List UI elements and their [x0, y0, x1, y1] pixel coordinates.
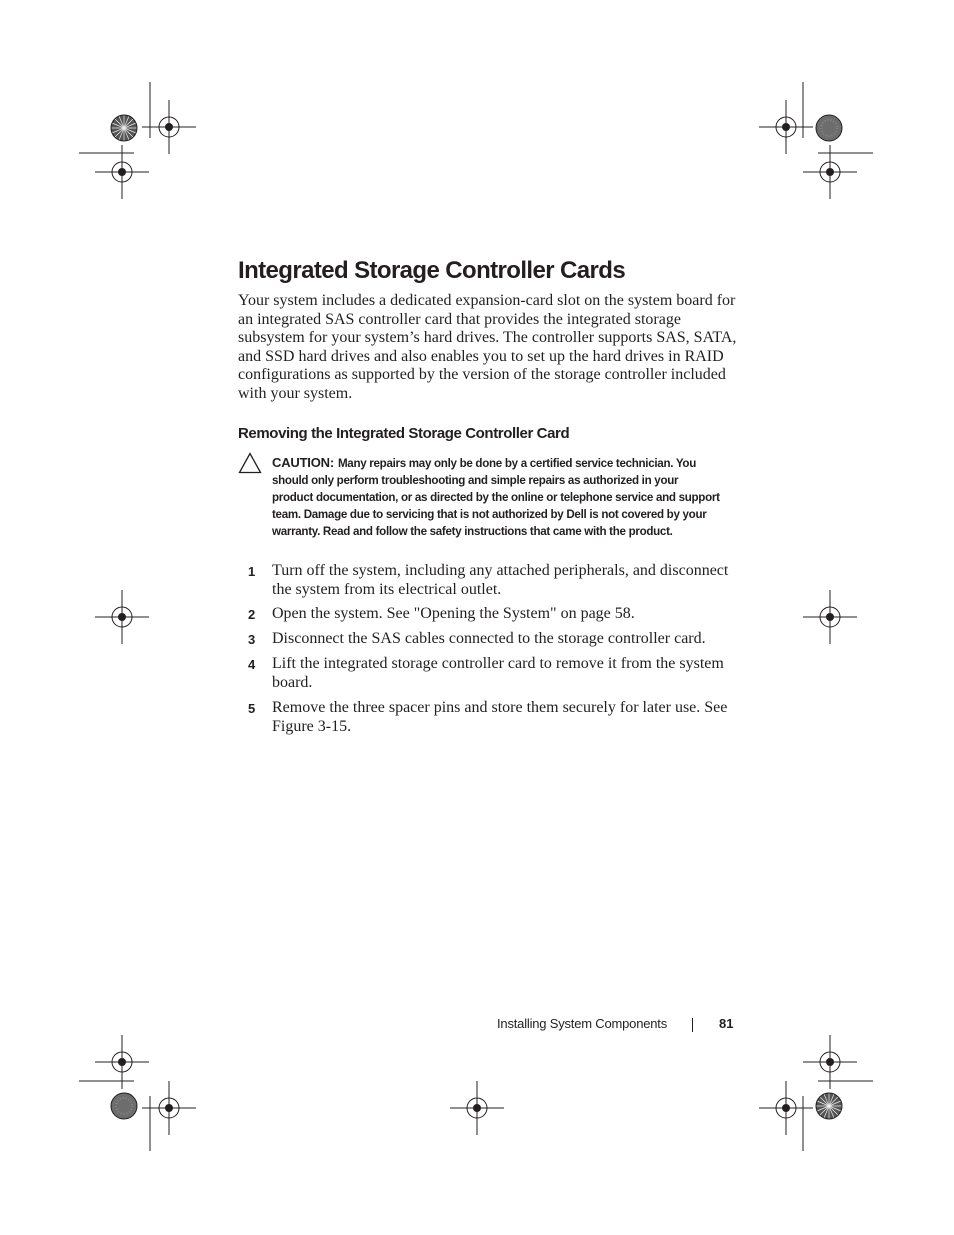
footer-section-title: Installing System Components — [497, 1016, 667, 1031]
step-text: Remove the three spacer pins and store them securely for later use. See Figure 3-15. — [272, 699, 728, 735]
crop-mark-middle-right — [803, 590, 857, 644]
step-text: Turn off the system, including any attached peripherals, and disconnect the system from its electrical outlet. — [272, 562, 729, 598]
page-footer — [0, 1014, 954, 1034]
page-number: 81 — [719, 1016, 734, 1031]
crop-mark-top-right — [759, 82, 873, 199]
crop-mark-bottom-center — [450, 1081, 504, 1135]
section-heading: Removing the Integrated Storage Controller Card — [238, 425, 570, 442]
caution-notice — [272, 454, 722, 540]
caution-text: Many repairs may only be done by a certified service technician. You should only perform troubleshooting and simple repairs as authorized in your product documentation, or as directed by the online or telephone service and support team. Damage due to servicing that is not authorized by Dell is not covered by your warranty. Read and follow the safety instructions that came with the product. — [272, 457, 720, 539]
caution-label: CAUTION: — [272, 455, 334, 470]
step-text: Open the system. See "Opening the System" on page 58. — [272, 605, 635, 622]
step-number: 4 — [248, 657, 256, 672]
crop-mark-bottom-right — [759, 1035, 873, 1151]
caution-triangle-icon — [238, 452, 262, 474]
step-number: 3 — [248, 632, 256, 647]
crop-mark-bottom-left — [79, 1035, 196, 1151]
footer-divider — [692, 1018, 693, 1032]
step-number: 2 — [248, 607, 256, 622]
step-text: Disconnect the SAS cables connected to the storage controller card. — [272, 630, 706, 647]
crop-mark-top-left — [79, 82, 196, 199]
intro-paragraph: Your system includes a dedicated expansion-card slot on the system board for an integrated SAS controller card that provides the integrated storage subsystem for your system’s hard drives. The controller supports SAS, SATA, and SSD hard drives and also enables you to set up the hard drives in RAID configurations as supported by the version of the storage controller included with your system. — [238, 292, 737, 402]
page-title: Integrated Storage Controller Cards — [238, 257, 626, 284]
step-number: 5 — [248, 701, 256, 716]
step-number: 1 — [248, 564, 256, 579]
step-text: Lift the integrated storage controller card to remove it from the system board. — [272, 655, 724, 691]
crop-mark-middle-left — [95, 590, 149, 644]
